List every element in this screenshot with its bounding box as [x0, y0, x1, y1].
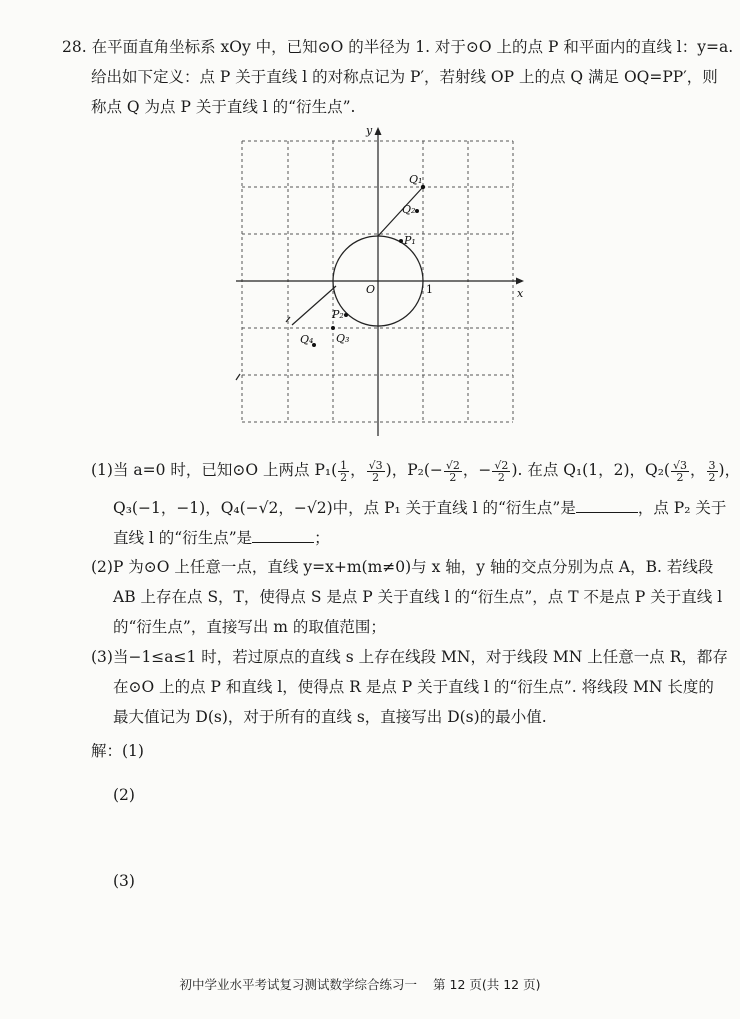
x-axis-label: x: [517, 287, 524, 300]
axes: [236, 127, 524, 436]
x-axis-arrow: [516, 278, 524, 285]
frac-p2-x: $\frac{√2}{2}$: [445, 458, 460, 484]
point-p2: [344, 313, 348, 317]
problem-number: 28.: [62, 38, 87, 56]
part3-line-2: 在⊙O 上的点 P 和直线 l，使得点 R 是点 P 关于直线 l 的“衍生点”. 将线段 MN 长度的: [113, 678, 714, 696]
problem-intro-line-3: 称点 Q 为点 P 关于直线 l 的“衍生点”.: [91, 98, 356, 116]
part2-line-3: 的“衍生点”，直接写出 m 的取值范围；: [113, 618, 386, 636]
part1-line-2: Q₃(−1，−1)，Q₄(−√2，−√2)中，点 P₁ 关于直线 l 的“衍生点”是 ，点 P₂ 关于: [113, 496, 726, 519]
label-q4: Q₄: [300, 333, 314, 346]
answer-blank-p1[interactable]: [576, 496, 638, 513]
y-axis-label: y: [366, 124, 373, 137]
answer-blank-p2[interactable]: [252, 526, 314, 543]
part3-line-1: (3)当−1≤a≤1 时，若过原点的直线 s 上存在线段 MN，对于线段 MN 上任意一点 R，都存: [91, 648, 728, 666]
answer-label: 解：(1): [91, 742, 144, 760]
point-q3: [331, 326, 335, 330]
page-footer: [0, 975, 720, 993]
label-q2: Q₂: [402, 203, 416, 216]
footer-exam-title: 初中学业水平考试复习测试数学综合练习一: [179, 977, 418, 992]
problem-intro-line-2: 给出如下定义：点 P 关于直线 l 的对称点记为 P′，若射线 OP 上的点 Q 满足 OQ=PP′，则: [91, 68, 718, 86]
coordinate-figure: [230, 122, 530, 442]
label-q3: Q₃: [336, 332, 350, 345]
label-p2: P₂: [332, 308, 344, 321]
footer-page-number: 第 12 页(共 12 页): [433, 977, 541, 992]
point-q2: [415, 209, 419, 213]
ray-lower-left: [292, 286, 336, 325]
unit-label: 1: [426, 283, 433, 296]
problem-intro-1: 在平面直角坐标系 xOy 中，已知⊙O 的半径为 1. 对于⊙O 上的点 P 和平面内的直线 l：y=a.: [91, 38, 734, 56]
y-axis-arrow: [375, 127, 382, 135]
part2-line-1: (2)P 为⊙O 上任意一点，直线 y=x+m(m≠0)与 x 轴，y 轴的交点分别为点 A，B. 若线段: [91, 558, 714, 576]
label-q1: Q₁: [409, 173, 423, 186]
part1-line-3: 直线 l 的“衍生点”是 ；: [113, 526, 330, 549]
label-p1: P₁: [404, 234, 416, 247]
frac-p1-y: $\frac{√3}{2}$: [368, 458, 383, 484]
origin-label: O: [366, 283, 376, 296]
frac-p2-y: $\frac{√2}{2}$: [494, 458, 509, 484]
frac-p1-x: $\frac{1}{2}$: [340, 458, 348, 484]
answer-part2-label: (2): [113, 786, 135, 804]
problem-intro-line-1: [62, 36, 733, 58]
part3-line-3: 最大值记为 D(s)，对于所有的直线 s，直接写出 D(s)的最小值.: [113, 708, 547, 726]
frac-q2-y: $\frac{3}{2}$: [708, 458, 716, 484]
answer-part3-label: (3): [113, 872, 135, 890]
part2-line-2: AB 上存在点 S，T，使得点 S 是点 P 关于直线 l 的“衍生点”，点 T 不是点 P 关于直线 l: [113, 588, 723, 606]
frac-q2-x: $\frac{√3}{2}$: [672, 458, 687, 484]
edge-tick: [236, 374, 240, 380]
point-p1: [399, 239, 403, 243]
part1-line-1: (1)当 a=0 时，已知⊙O 上两点 P₁( $\frac{1}{2}$ ， $\frac{√3}{2}$ )，P₂(− $\frac{√2}{2}$ ，− $\frac{√2}{2}$ ). 在点 Q₁(1，2)，Q₂( $\frac{√3}{2}$ ， $\frac{3}{2}$ )，: [91, 458, 740, 484]
